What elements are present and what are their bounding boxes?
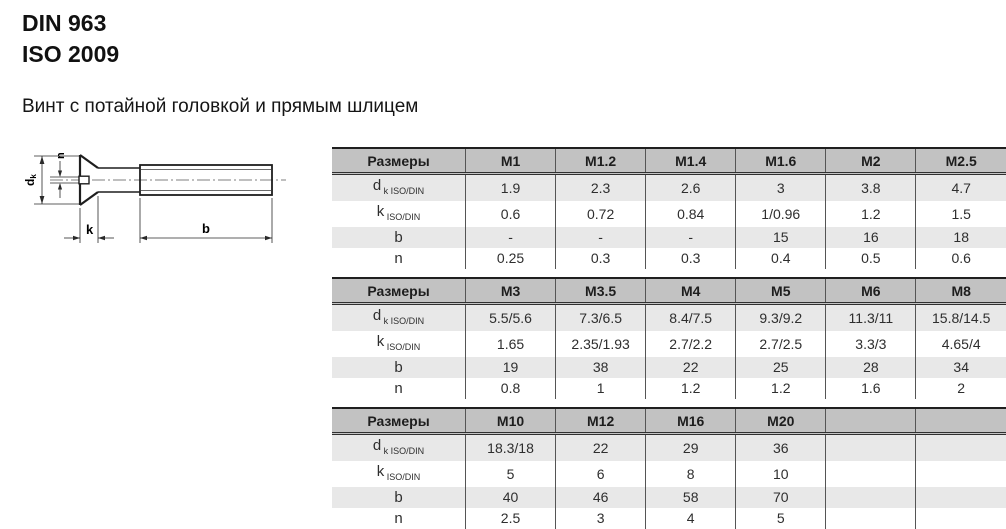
value-cell: [826, 461, 916, 487]
value-cell: [916, 508, 1006, 529]
b-label: b: [202, 221, 210, 236]
k-label: k: [86, 222, 94, 237]
value-cell: 1.65: [466, 331, 556, 357]
value-cell: 5: [466, 461, 556, 487]
value-cell: -: [466, 227, 556, 248]
product-subtitle: Винт с потайной головкой и прямым шлицем: [22, 96, 419, 117]
value-cell: 2: [916, 378, 1006, 399]
sizes-header-cell: Размеры: [332, 278, 466, 304]
value-cell: [916, 461, 1006, 487]
value-cell: 0.3: [556, 248, 646, 269]
size-column-header: M5: [736, 278, 826, 304]
screw-drawing-svg: [12, 142, 328, 258]
value-cell: 1.6: [826, 378, 916, 399]
value-cell: 34: [916, 357, 1006, 378]
size-column-header: M3.5: [556, 278, 646, 304]
size-column-header: M2: [826, 148, 916, 174]
row-label: d $_{k ISO/DIN}$: [332, 434, 466, 461]
table-row: [332, 248, 1006, 269]
size-column-header: M6: [826, 278, 916, 304]
value-cell: 22: [646, 357, 736, 378]
value-cell: 5: [736, 508, 826, 529]
n-arrow-up: [58, 183, 62, 190]
dk-label: dk: [23, 174, 38, 186]
value-cell: 19: [466, 357, 556, 378]
value-cell: 1.5: [916, 201, 1006, 227]
size-column-header: M12: [556, 408, 646, 434]
row-label: d $_{k ISO/DIN}$: [332, 174, 466, 201]
b-arrow-left: [140, 236, 147, 240]
value-cell: 1.2: [736, 378, 826, 399]
value-cell: 46: [556, 487, 646, 508]
size-column-header: M20: [736, 408, 826, 434]
dk-arrow-up: [40, 156, 45, 164]
value-cell: 70: [736, 487, 826, 508]
table-row: [332, 508, 1006, 529]
value-cell: 0.6: [466, 201, 556, 227]
size-column-header: M4: [646, 278, 736, 304]
value-cell: 40: [466, 487, 556, 508]
value-cell: [826, 487, 916, 508]
value-cell: 15.8/14.5: [916, 304, 1006, 331]
value-cell: 6: [556, 461, 646, 487]
value-cell: 3.3/3: [826, 331, 916, 357]
table-row: [332, 174, 1006, 201]
row-label: n: [332, 378, 466, 399]
n-label: n: [55, 152, 67, 159]
value-cell: 2.5: [466, 508, 556, 529]
value-cell: 0.25: [466, 248, 556, 269]
value-cell: 3.8: [826, 174, 916, 201]
value-cell: 10: [736, 461, 826, 487]
value-cell: 7.3/6.5: [556, 304, 646, 331]
value-cell: 22: [556, 434, 646, 461]
size-column-header: M1.4: [646, 148, 736, 174]
row-label: b: [332, 357, 466, 378]
sizes-header-cell: Размеры: [332, 148, 466, 174]
value-cell: 3: [556, 508, 646, 529]
dimension-table-m10-m20: [332, 407, 1006, 529]
value-cell: 1: [556, 378, 646, 399]
value-cell: 4: [646, 508, 736, 529]
value-cell: 5.5/5.6: [466, 304, 556, 331]
row-label: b: [332, 487, 466, 508]
value-cell: 0.6: [916, 248, 1006, 269]
value-cell: [826, 508, 916, 529]
dk-arrow-down: [40, 196, 45, 204]
value-cell: 18: [916, 227, 1006, 248]
size-column-header: M3: [466, 278, 556, 304]
row-label: b: [332, 227, 466, 248]
k-arrow-right: [73, 236, 80, 240]
value-cell: 18.3/18: [466, 434, 556, 461]
value-cell: 2.3: [556, 174, 646, 201]
value-cell: 2.7/2.5: [736, 331, 826, 357]
table-row: [332, 357, 1006, 378]
value-cell: [916, 487, 1006, 508]
value-cell: 11.3/11: [826, 304, 916, 331]
row-label: k $_{ISO/DIN}$: [332, 331, 466, 357]
size-column-header: M1.6: [736, 148, 826, 174]
value-cell: 8.4/7.5: [646, 304, 736, 331]
row-label: n: [332, 248, 466, 269]
dimension-table-m3-m8: [332, 277, 1006, 399]
size-column-header: [916, 408, 1006, 434]
value-cell: 0.4: [736, 248, 826, 269]
value-cell: 3: [736, 174, 826, 201]
value-cell: 16: [826, 227, 916, 248]
value-cell: 28: [826, 357, 916, 378]
row-label: k $_{ISO/DIN}$: [332, 201, 466, 227]
standard-iso: ISO 2009: [22, 41, 120, 67]
table-row: [332, 434, 1006, 461]
table-row: [332, 331, 1006, 357]
value-cell: 0.8: [466, 378, 556, 399]
value-cell: 15: [736, 227, 826, 248]
size-column-header: M10: [466, 408, 556, 434]
screw-technical-drawing: [12, 142, 328, 258]
size-column-header: [826, 408, 916, 434]
value-cell: 2.7/2.2: [646, 331, 736, 357]
row-label: k $_{ISO/DIN}$: [332, 461, 466, 487]
value-cell: [916, 434, 1006, 461]
value-cell: -: [646, 227, 736, 248]
value-cell: -: [556, 227, 646, 248]
value-cell: 4.7: [916, 174, 1006, 201]
size-column-header: M1.2: [556, 148, 646, 174]
table-header-row: [332, 408, 1006, 434]
table-header-row: [332, 278, 1006, 304]
value-cell: 8: [646, 461, 736, 487]
value-cell: [826, 434, 916, 461]
value-cell: 1.9: [466, 174, 556, 201]
value-cell: 1.2: [826, 201, 916, 227]
table-row: [332, 378, 1006, 399]
value-cell: 2.35/1.93: [556, 331, 646, 357]
value-cell: 0.5: [826, 248, 916, 269]
value-cell: 2.6: [646, 174, 736, 201]
table-header-row: [332, 148, 1006, 174]
size-column-header: M16: [646, 408, 736, 434]
value-cell: 58: [646, 487, 736, 508]
n-arrow-down: [58, 171, 62, 178]
value-cell: 38: [556, 357, 646, 378]
standard-title-block: [22, 8, 119, 70]
value-cell: 0.84: [646, 201, 736, 227]
b-arrow-right: [265, 236, 272, 240]
table-row: [332, 201, 1006, 227]
value-cell: 1/0.96: [736, 201, 826, 227]
value-cell: 1.2: [646, 378, 736, 399]
value-cell: 36: [736, 434, 826, 461]
size-column-header: M8: [916, 278, 1006, 304]
value-cell: 9.3/9.2: [736, 304, 826, 331]
standard-din: DIN 963: [22, 10, 107, 36]
value-cell: 25: [736, 357, 826, 378]
table-row: [332, 461, 1006, 487]
row-label: d $_{k ISO/DIN}$: [332, 304, 466, 331]
value-cell: 4.65/4: [916, 331, 1006, 357]
value-cell: 29: [646, 434, 736, 461]
table-row: [332, 227, 1006, 248]
dimension-table-m1-m2.5: [332, 147, 1006, 269]
table-row: [332, 304, 1006, 331]
table-row: [332, 487, 1006, 508]
k-arrow-left: [98, 236, 105, 240]
size-column-header: M2.5: [916, 148, 1006, 174]
size-column-header: M1: [466, 148, 556, 174]
row-label: n: [332, 508, 466, 529]
value-cell: 0.72: [556, 201, 646, 227]
value-cell: 0.3: [646, 248, 736, 269]
sizes-header-cell: Размеры: [332, 408, 466, 434]
